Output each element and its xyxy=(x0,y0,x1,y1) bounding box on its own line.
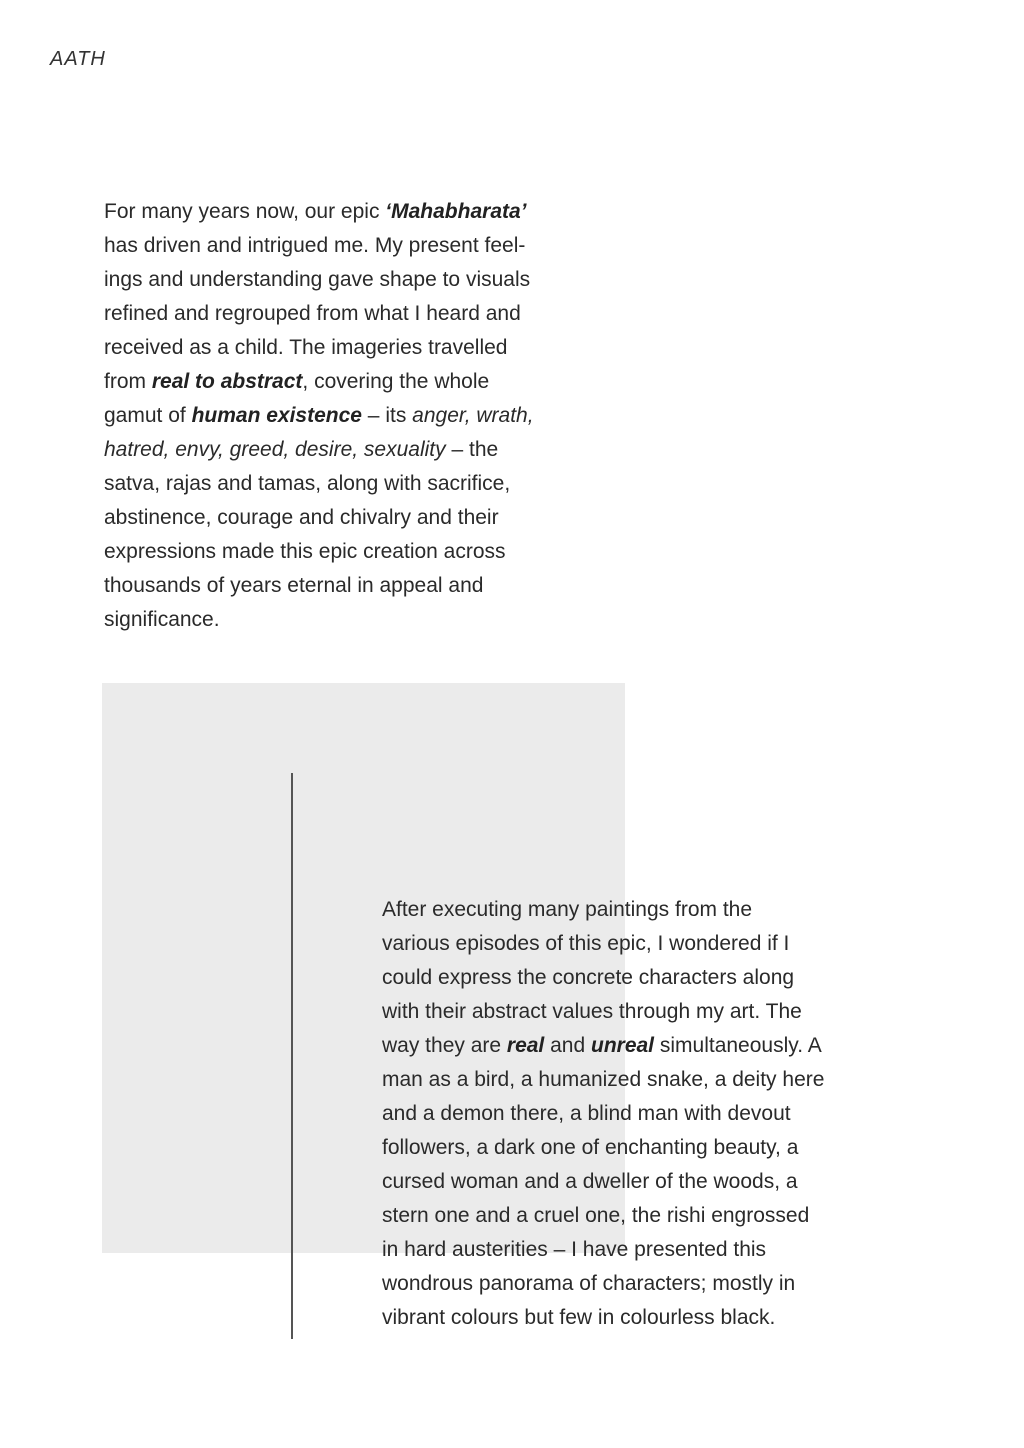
text-line xyxy=(382,1029,824,1063)
text-line xyxy=(104,195,534,229)
text-segment: gamut of xyxy=(104,404,192,427)
text-line xyxy=(104,229,534,263)
text-line xyxy=(382,995,824,1029)
text-segment: simultaneously. A xyxy=(654,1034,822,1057)
text-line xyxy=(382,1199,824,1233)
text-segment: thousands of years eternal in appeal and xyxy=(104,574,484,597)
text-line xyxy=(104,433,534,467)
emphasis-text: human existence xyxy=(191,404,362,427)
text-segment: received as a child. The imageries travelled xyxy=(104,336,508,359)
text-segment: in hard austerities – I have presented this xyxy=(382,1238,767,1261)
text-line xyxy=(382,1267,824,1301)
emphasis-text: unreal xyxy=(591,1034,655,1057)
text-line xyxy=(104,501,534,535)
text-segment: ings and understanding gave shape to visuals xyxy=(104,268,531,291)
text-line xyxy=(382,961,824,995)
text-line xyxy=(104,535,534,569)
text-line xyxy=(104,467,534,501)
running-header: AATH xyxy=(50,48,106,70)
text-segment: has driven and intrigued me. My present feel- xyxy=(104,234,526,257)
text-segment: various episodes of this epic, I wondered if I xyxy=(382,932,790,955)
italic-text: hatred, envy, greed, desire, sexuality xyxy=(104,438,446,461)
text-segment: followers, a dark one of enchanting beauty, a xyxy=(382,1136,799,1159)
text-line xyxy=(382,1301,824,1335)
text-segment: expressions made this epic creation across xyxy=(104,540,506,563)
text-segment: stern one and a cruel one, the rishi engrossed xyxy=(382,1204,810,1227)
text-line xyxy=(104,297,534,331)
text-segment: For many years now, our epic xyxy=(104,200,386,223)
text-segment: After executing many paintings from the xyxy=(382,898,753,921)
emphasis-text: ‘Mahabharata’ xyxy=(385,200,527,223)
text-line xyxy=(104,603,534,637)
text-segment: from xyxy=(104,370,152,393)
text-line xyxy=(382,1063,824,1097)
text-line xyxy=(382,1165,824,1199)
text-line xyxy=(104,331,534,365)
text-segment: and xyxy=(544,1034,591,1057)
text-segment: wondrous panorama of characters; mostly in xyxy=(382,1272,796,1295)
text-segment: could express the concrete characters along xyxy=(382,966,795,989)
text-segment: significance. xyxy=(104,608,220,631)
text-segment: satva, rajas and tamas, along with sacrifice, xyxy=(104,472,511,495)
text-segment: vibrant colours but few in colourless black. xyxy=(382,1306,776,1329)
emphasis-text: real xyxy=(506,1034,545,1057)
text-line xyxy=(382,927,824,961)
text-segment: – the xyxy=(445,438,499,461)
paragraph-intro xyxy=(104,195,534,637)
vertical-divider-line xyxy=(291,773,293,1339)
italic-text: anger, wrath, xyxy=(412,404,534,427)
emphasis-text: real to abstract xyxy=(151,370,303,393)
text-segment: and a demon there, a blind man with devout xyxy=(382,1102,791,1125)
text-line xyxy=(382,1097,824,1131)
text-segment: – its xyxy=(361,404,413,427)
text-segment: , covering the whole xyxy=(302,370,490,393)
text-line xyxy=(104,365,534,399)
text-line xyxy=(382,1131,824,1165)
text-segment: with their abstract values through my art. The xyxy=(382,1000,802,1023)
text-line xyxy=(382,893,824,927)
text-line xyxy=(104,263,534,297)
text-segment: cursed woman and a dweller of the woods, a xyxy=(382,1170,798,1193)
text-line xyxy=(104,399,534,433)
text-segment: way they are xyxy=(382,1034,507,1057)
text-segment: refined and regrouped from what I heard and xyxy=(104,302,521,325)
paragraph-characters xyxy=(382,893,824,1335)
text-line xyxy=(382,1233,824,1267)
text-line xyxy=(104,569,534,603)
text-segment: man as a bird, a humanized snake, a deity here xyxy=(382,1068,825,1091)
text-segment: abstinence, courage and chivalry and their xyxy=(104,506,499,529)
